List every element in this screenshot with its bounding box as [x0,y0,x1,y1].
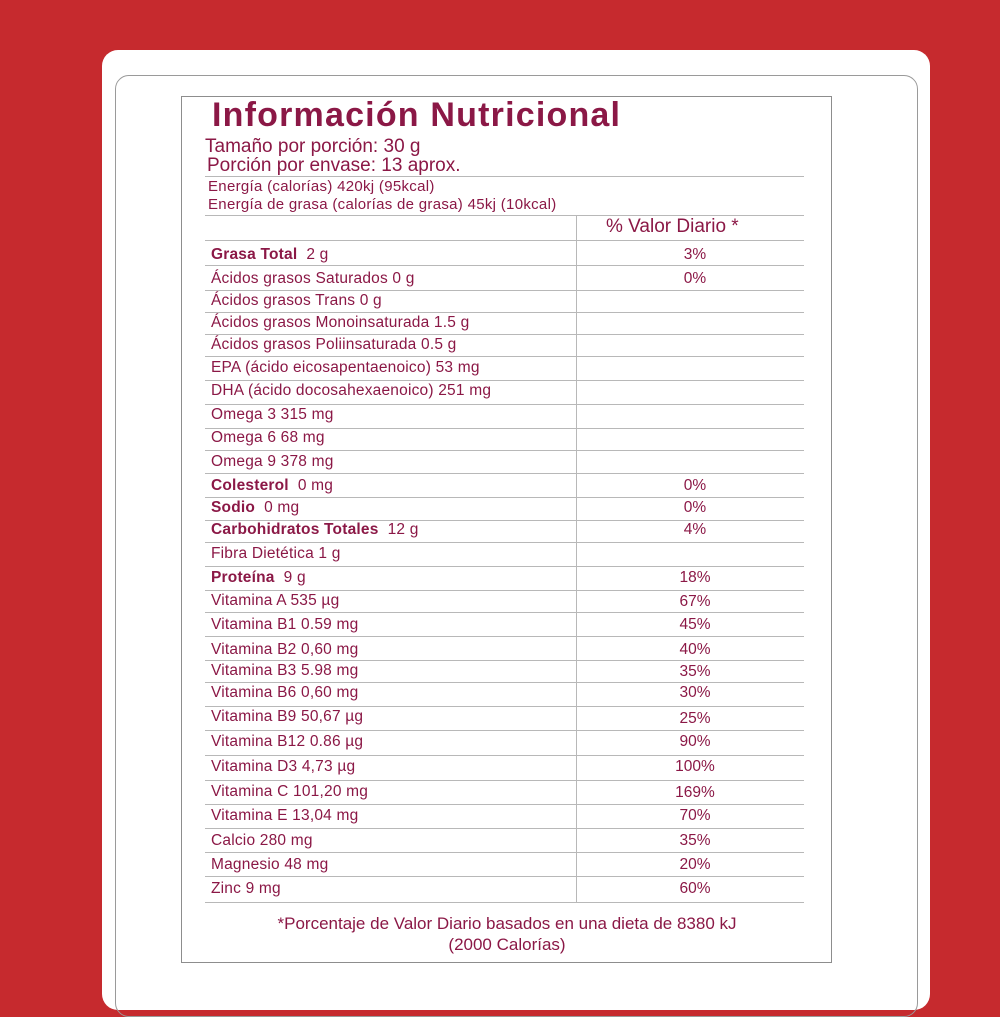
row-divider [205,265,804,266]
serving-size-label: Tamaño por porción: [205,136,379,157]
row-divider [205,404,804,405]
nutrient-name [211,758,355,776]
nutrient-name [211,336,456,354]
nutrient-daily-value: 35% [679,663,711,680]
row-divider [205,497,804,498]
nutrient-amount: Zinc 9 mg [211,880,281,897]
row-divider [205,334,804,335]
nutrient-amount: Ácidos grasos Trans 0 g [211,292,382,309]
nutrient-amount: Ácidos grasos Monoinsaturada 1.5 g [211,314,470,331]
nutrient-daily-value: 30% [679,684,711,701]
energy-line: Energía (calorías) 420kj (95kcal) [208,178,435,195]
nutrient-amount: Omega 3 315 mg [211,406,334,423]
row-divider [205,473,804,474]
nutrient-amount: Vitamina B2 0,60 mg [211,641,359,658]
nutrient-name [211,662,358,680]
nutrient-amount: Vitamina B1 0.59 mg [211,616,359,633]
nutrient-name [211,592,339,610]
row-divider [205,828,804,829]
nutrient-daily-value: 35% [679,832,711,849]
row-divider [205,240,804,241]
nutrient-amount: Vitamina B12 0.86 µg [211,733,364,750]
nutrient-amount: Vitamina D3 4,73 µg [211,758,356,775]
nutrient-daily-value: 25% [679,710,711,727]
nutrient-amount: Vitamina B9 50,67 µg [211,708,364,725]
divider [205,176,804,177]
row-divider [205,590,804,591]
nutrient-amount: Omega 6 68 mg [211,429,325,446]
nutrient-daily-value: 20% [679,856,711,873]
nutrient-name [211,270,415,288]
row-divider [205,566,804,567]
row-divider [205,612,804,613]
nutrient-name [211,406,334,424]
nutrient-name [211,545,341,563]
nutrient-daily-value: 60% [679,880,711,897]
nutrient-amount: Fibra Dietética 1 g [211,545,341,562]
label-title: Información Nutricional [212,96,622,134]
nutrient-amount: 12 g [387,521,419,538]
serving-size-value: 30 g [383,136,421,157]
row-divider [205,356,804,357]
row-divider [205,312,804,313]
row-divider [205,542,804,543]
nutrient-name [211,708,363,726]
nutrient-name [211,382,491,400]
nutrient-amount: Magnesio 48 mg [211,856,329,873]
nutrient-name [211,733,363,751]
footnote [182,913,832,955]
nutrient-amount: Calcio 280 mg [211,832,313,849]
nutrient-amount: Vitamina E 13,04 mg [211,807,359,824]
nutrient-name [211,616,358,634]
nutrient-name [211,499,299,517]
nutrient-daily-value: 169% [675,784,715,801]
row-divider [205,706,804,707]
nutrient-name [211,807,358,825]
nutrient-name [211,569,306,587]
row-divider [205,730,804,731]
nutrient-daily-value: 40% [679,641,711,658]
servings-value: 13 aprox. [381,155,461,176]
nutrient-daily-value: 0% [683,499,707,516]
nutrient-daily-value: 67% [679,593,711,610]
nutrient-name [211,359,480,377]
footnote-line-1: *Porcentaje de Valor Diario basados en una dieta de 8380 kJ [277,914,737,933]
nutrient-name [211,429,325,447]
nutrient-name [211,832,313,850]
row-divider [205,636,804,637]
nutrient-amount: EPA (ácido eicosapentaenoico) 53 mg [211,359,480,376]
nutrient-amount: Vitamina B3 5.98 mg [211,662,359,679]
row-divider [205,852,804,853]
row-divider [205,660,804,661]
nutrient-bold-label: Colesterol [211,477,289,494]
nutrient-name [211,641,358,659]
nutrient-bold-label: Carbohidratos Totales [211,521,379,538]
nutrient-amount: Omega 9 378 mg [211,453,334,470]
nutrient-bold-label: Proteína [211,569,275,586]
nutrient-amount: Ácidos grasos Poliinsaturada 0.5 g [211,336,457,353]
nutrient-amount: Vitamina C 101,20 mg [211,783,369,800]
nutrient-daily-value: 0% [683,477,707,494]
nutrient-amount: DHA (ácido docosahexaenoico) 251 mg [211,382,492,399]
nutrient-name [211,246,329,264]
nutrient-amount: Vitamina B6 0,60 mg [211,684,359,701]
nutrient-daily-value: 4% [683,521,707,538]
servings-per-container [207,155,461,177]
nutrient-daily-value: 0% [683,270,707,287]
row-divider [205,780,804,781]
nutrient-daily-value: 70% [679,807,711,824]
nutrient-daily-value: 90% [679,733,711,750]
nutrient-daily-value: 18% [679,569,711,586]
nutrient-amount: Ácidos grasos Saturados 0 g [211,270,415,287]
row-divider [205,290,804,291]
row-divider [205,804,804,805]
nutrient-amount: Vitamina A 535 µg [211,592,340,609]
nutrient-name [211,684,358,702]
nutrient-bold-label: Sodio [211,499,256,516]
row-divider [205,902,804,903]
nutrient-name [211,880,281,898]
nutrient-name [211,292,382,310]
daily-value-header: % Valor Diario * [606,216,739,237]
nutrient-name [211,856,328,874]
row-divider [205,755,804,756]
nutrient-amount: 9 g [283,569,306,586]
nutrient-daily-value: 3% [683,246,707,263]
nutrient-daily-value: 100% [675,758,715,775]
row-divider [205,682,804,683]
nutrient-name [211,783,368,801]
nutrient-bold-label: Grasa Total [211,246,298,263]
nutrient-name [211,314,469,332]
nutrient-amount: 2 g [306,246,329,263]
footnote-line-2: (2000 Calorías) [448,935,566,954]
fat-energy-line: Energía de grasa (calorías de grasa) 45kj (10kcal) [208,196,557,213]
nutrient-amount: 0 mg [297,477,334,494]
nutrient-name [211,453,334,471]
row-divider [205,380,804,381]
column-divider [576,215,577,903]
nutrient-name [211,477,333,495]
row-divider [205,450,804,451]
nutrient-daily-value: 45% [679,616,711,633]
nutrient-amount: 0 mg [264,499,300,516]
row-divider [205,876,804,877]
nutrient-name [211,521,419,539]
servings-label: Porción por envase: [207,155,376,176]
